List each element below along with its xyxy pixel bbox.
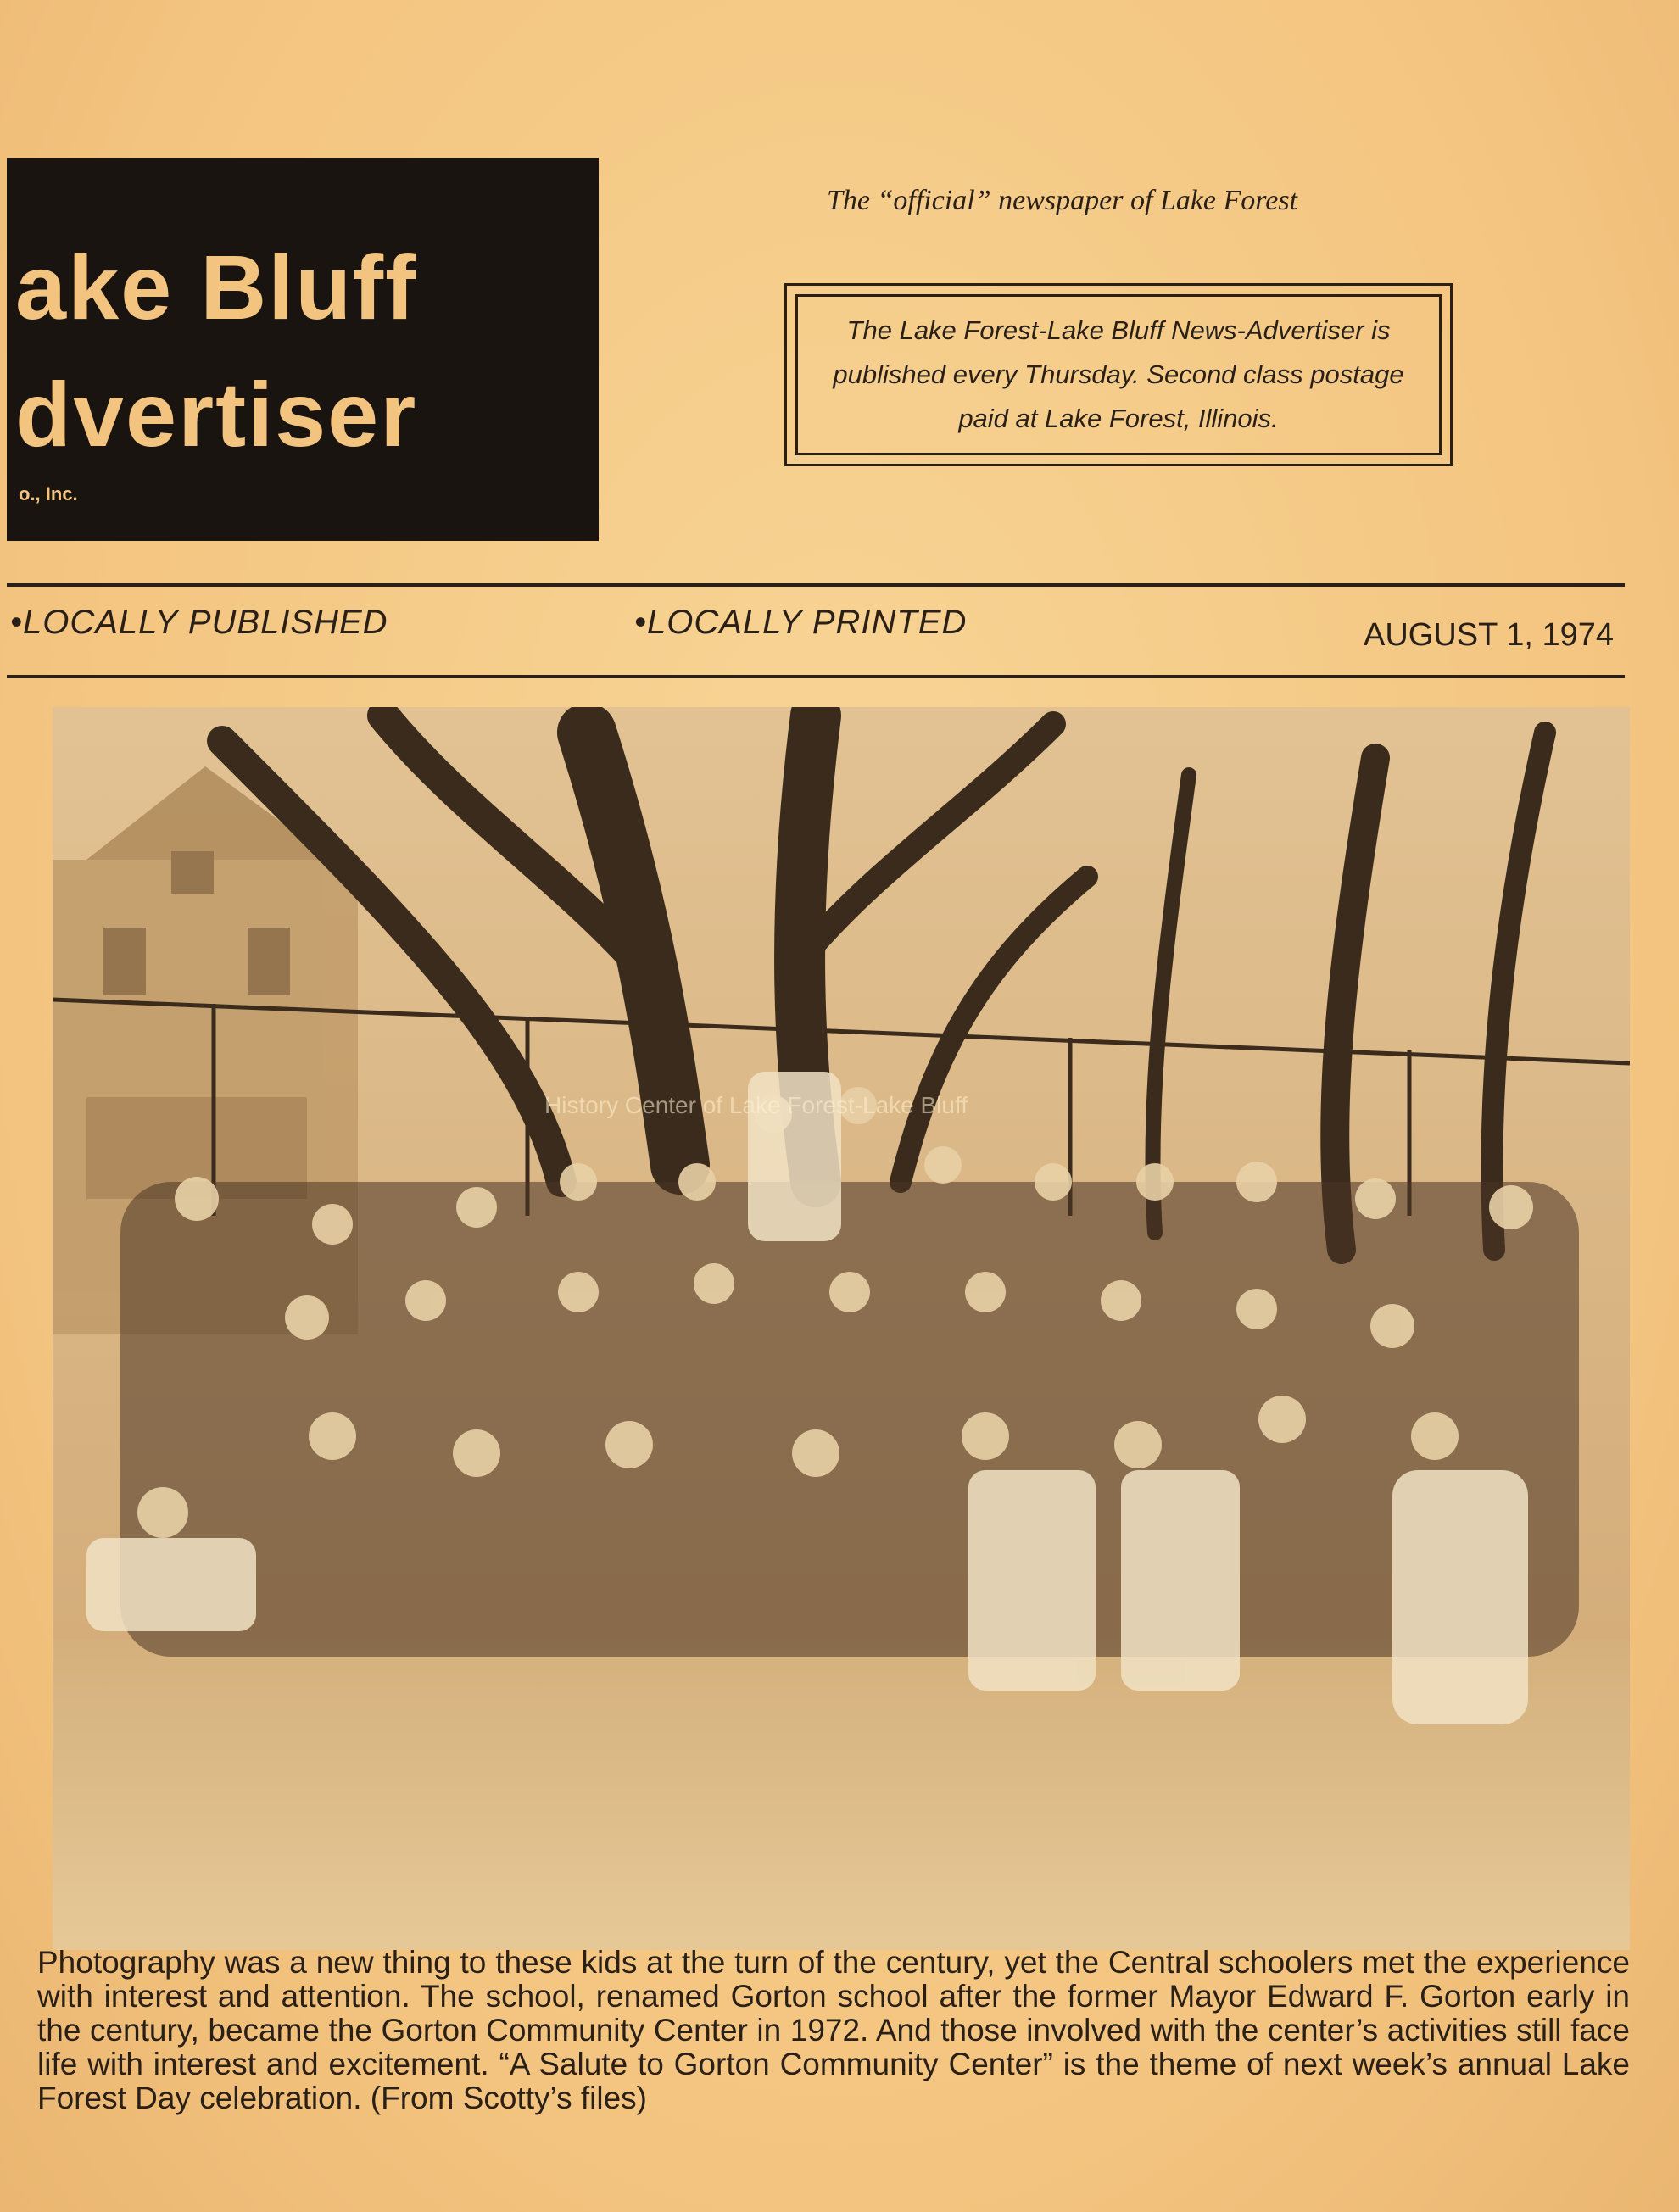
banner-locally-published: •LOCALLY PUBLISHED	[10, 604, 388, 641]
photo-watermark: History Center of Lake Forest-Lake Bluff	[544, 1092, 968, 1118]
masthead-company: o., Inc.	[19, 483, 78, 504]
publication-notice	[784, 283, 1453, 466]
issue-date: AUGUST 1, 1974	[1364, 617, 1615, 653]
masthead	[7, 158, 599, 541]
photograph-illustration	[53, 707, 1630, 1950]
top-rule	[7, 583, 1625, 587]
masthead-title-line2: dvertiser	[15, 363, 418, 465]
publication-notice-text: The Lake Forest-Lake Bluff News-Advertiser is published every Thursday. Second class postage paid at Lake Forest, Illinois.	[833, 315, 1404, 433]
tagline: The “official” newspaper of Lake Forest	[827, 185, 1298, 216]
group-photograph	[53, 707, 1630, 1950]
masthead-title-line1: ake Bluff	[15, 236, 418, 338]
photo-caption: Photography was a new thing to these kids at the turn of the century, yet the Central schoolers met the experience with interest and attention. The school, renamed Gorton school after the former Mayor Edward F. Gorton early in the century, became the Gorton Community Center in 1972. And those involved with the center’s activities still face life with interest and excitement. “A Salute to Gorton Community Center” is the theme of next week’s annual Lake Forest Day celebration. (From Scotty’s files)	[37, 1945, 1630, 2115]
publication-notice-frame	[795, 294, 1442, 455]
bottom-rule	[7, 675, 1625, 678]
banner-locally-printed: •LOCALLY PRINTED	[634, 604, 968, 641]
